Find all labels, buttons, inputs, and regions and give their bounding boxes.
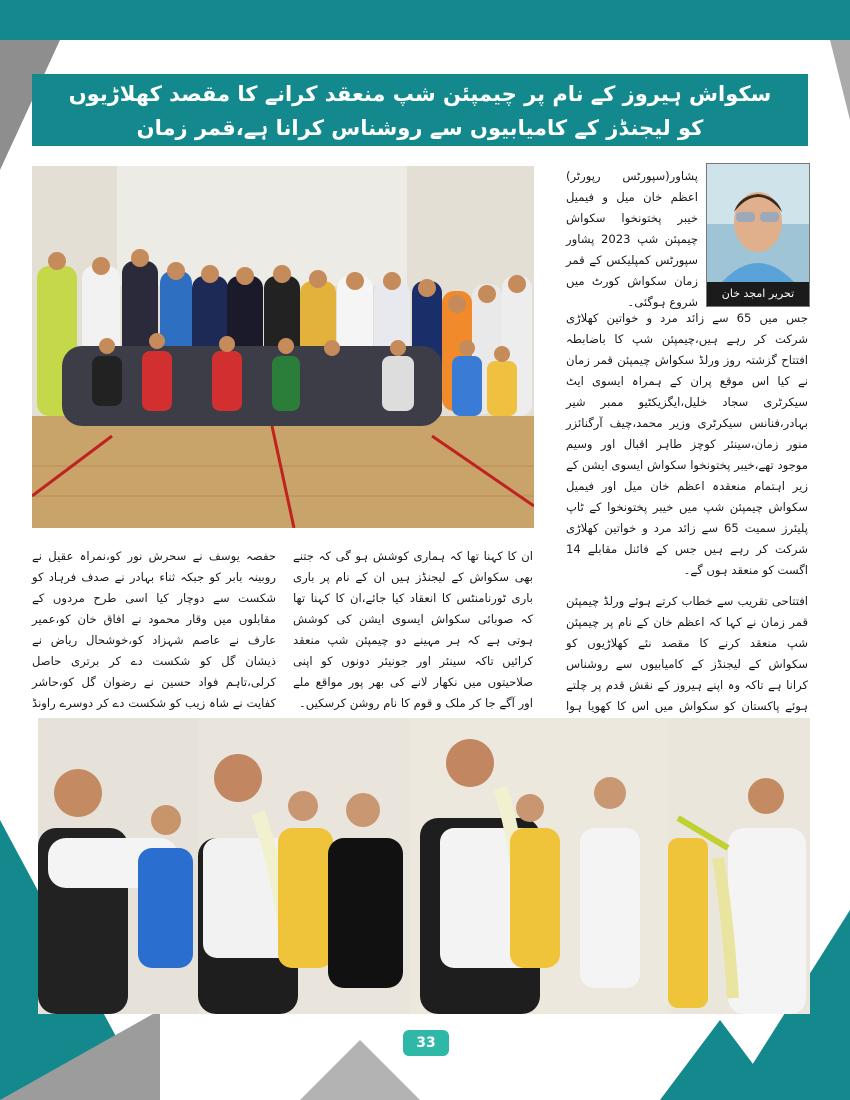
headline-line-2: کو لیجنڈز کے کامیابیوں سے روشناس کرانا ہے،قمر زمان bbox=[136, 116, 704, 140]
page-number: 33 bbox=[403, 1030, 449, 1056]
article-column-middle bbox=[293, 546, 533, 739]
headline-line-1: سکواش ہیروز کے نام پر چیمپئن شپ منعقد کرانے کا مقصد کھلاڑیوں bbox=[68, 82, 772, 106]
bottom-photo-4 bbox=[668, 718, 810, 1014]
bottom-photo-2 bbox=[198, 718, 410, 1014]
left-paragraph-1: حفصہ یوسف نے سحرش نور کو،نمراہ عقیل نے روبینہ بابر کو جبکہ ثناء بہادر نے صدف فرہاد کو شکست سے دوچار کیا اسی طرح مردوں کے مقابلوں میں وقار محمود نے افاق خان کو،عمیر عارف نے عاصم شہزاد کو،خوشحال ریاض نے ذیشان گل کو شکست دے کر برتری حاصل کرلی،تاہم فواد حسین نے رضوان گل کو،حاشر کفایت نے شاہ زیب کو شکست دے کر دوسرے راونڈ bbox=[32, 549, 276, 710]
group-photo-illustration bbox=[32, 166, 534, 528]
decor-triangle-bottom-middle bbox=[300, 1040, 420, 1100]
group-photo bbox=[32, 166, 534, 528]
author-photo bbox=[706, 163, 810, 307]
decor-triangle-top-right bbox=[830, 40, 850, 120]
author-caption: تحریر امجد خان bbox=[707, 282, 809, 306]
right-paragraph-1: جس میں 65 سے زائد مرد و خواتین کھلاڑی شرکت کر رہے ہیں،چیمپئن شپ کا باضابطہ افتتاح گزشتہ روز ورلڈ سکواش چیمپئن قمر زمان نے کیا اس موقع پران کے ہمراہ ایسوی ایٹ سیکرٹری سجاد خلیل،ایگزیکٹیو ممبر شیر بہادر،فنانس سیکرٹری وزیر محمد،چیف آرگنائزر منور زمان،سینئر کوچز طاہر اقبال اور وسیم موجود تھے،خیبر پختونخوا سکواش ایسوی ایشن کے زیر اہتمام منعقدہ اعظم خان میل اور فیمیل سکواش چیمپئن شپ میں خیبر پختونخوا کے ٹاپ پلیئرز سمیت 65 سے زائد مرد و خواتین کھلاڑی شرکت کر رہے ہیں جس کے فائنل مقابلے 14 اگست کو منعقد ہوں گے۔ bbox=[566, 311, 808, 577]
bottom-photo-1-illustration bbox=[38, 718, 198, 1014]
decor-triangle-bottom-left-gray bbox=[0, 1010, 160, 1100]
bottom-photo-3 bbox=[410, 718, 668, 1014]
top-banner-bar bbox=[0, 0, 850, 40]
bottom-photo-2-illustration bbox=[198, 718, 410, 1014]
article-column-left bbox=[32, 546, 276, 737]
article-column-right bbox=[566, 308, 808, 740]
bottom-photo-4-illustration bbox=[668, 718, 810, 1014]
right-paragraph-2: افتتاحی تقریب سے خطاب کرتے ہوئے ورلڈ چیمپئن قمر زمان نے کہا کہ اعظم خان کے نام پر چیمپئن شپ منعقد کرنے کا مقصد نئے کھلاڑیوں کو سکواش کے لیجنڈز کے کامیابیوں سے روشناس کرانا ہے تاکہ وہ اپنے ہیروز کے نقش قدم پر چلتے ہوئے پاکستان کو سکواش میں اس کا کھویا ہوا bbox=[566, 594, 808, 713]
headline-box bbox=[32, 74, 808, 146]
bottom-photo-3-illustration bbox=[410, 718, 668, 1014]
middle-paragraph-1: ان کا کہنا تھا کہ ہماری کوشش ہو گی کہ جتنے بھی سکواش کے لیجنڈز ہیں ان کے نام پر باری باری ٹورنامنٹس کا انعقاد کیا جائے،ان کا کہنا تھا کہ صوبائی سکواش ایسوی ایشن کی کوشش ہوتی ہے کہ ہر مہینے دو چیمپئن شپ منعقد کرائیں تاکہ سینئر اور جونیئر دونوں کو اپنی صلاحیتوں میں نکھار لانے کی بھر پور مواقع ملے اور آگے جا کر ملک و قوم کا نام روشن کرسکیں۔ bbox=[293, 549, 533, 710]
decor-triangle-bottom-middle-teal bbox=[660, 1020, 780, 1100]
bottom-photo-1 bbox=[38, 718, 198, 1014]
article-intro bbox=[566, 166, 698, 315]
intro-paragraph: پشاور(سپورٹس رپورٹر) اعظم خان میل و فیمیل خیبر پختونخوا سکواش چیمپئن شپ 2023 پشاور سپورٹس کمپلیکس کے قمر زمان سکواش کورٹ میں شروع ہوگئی۔ bbox=[566, 169, 698, 309]
